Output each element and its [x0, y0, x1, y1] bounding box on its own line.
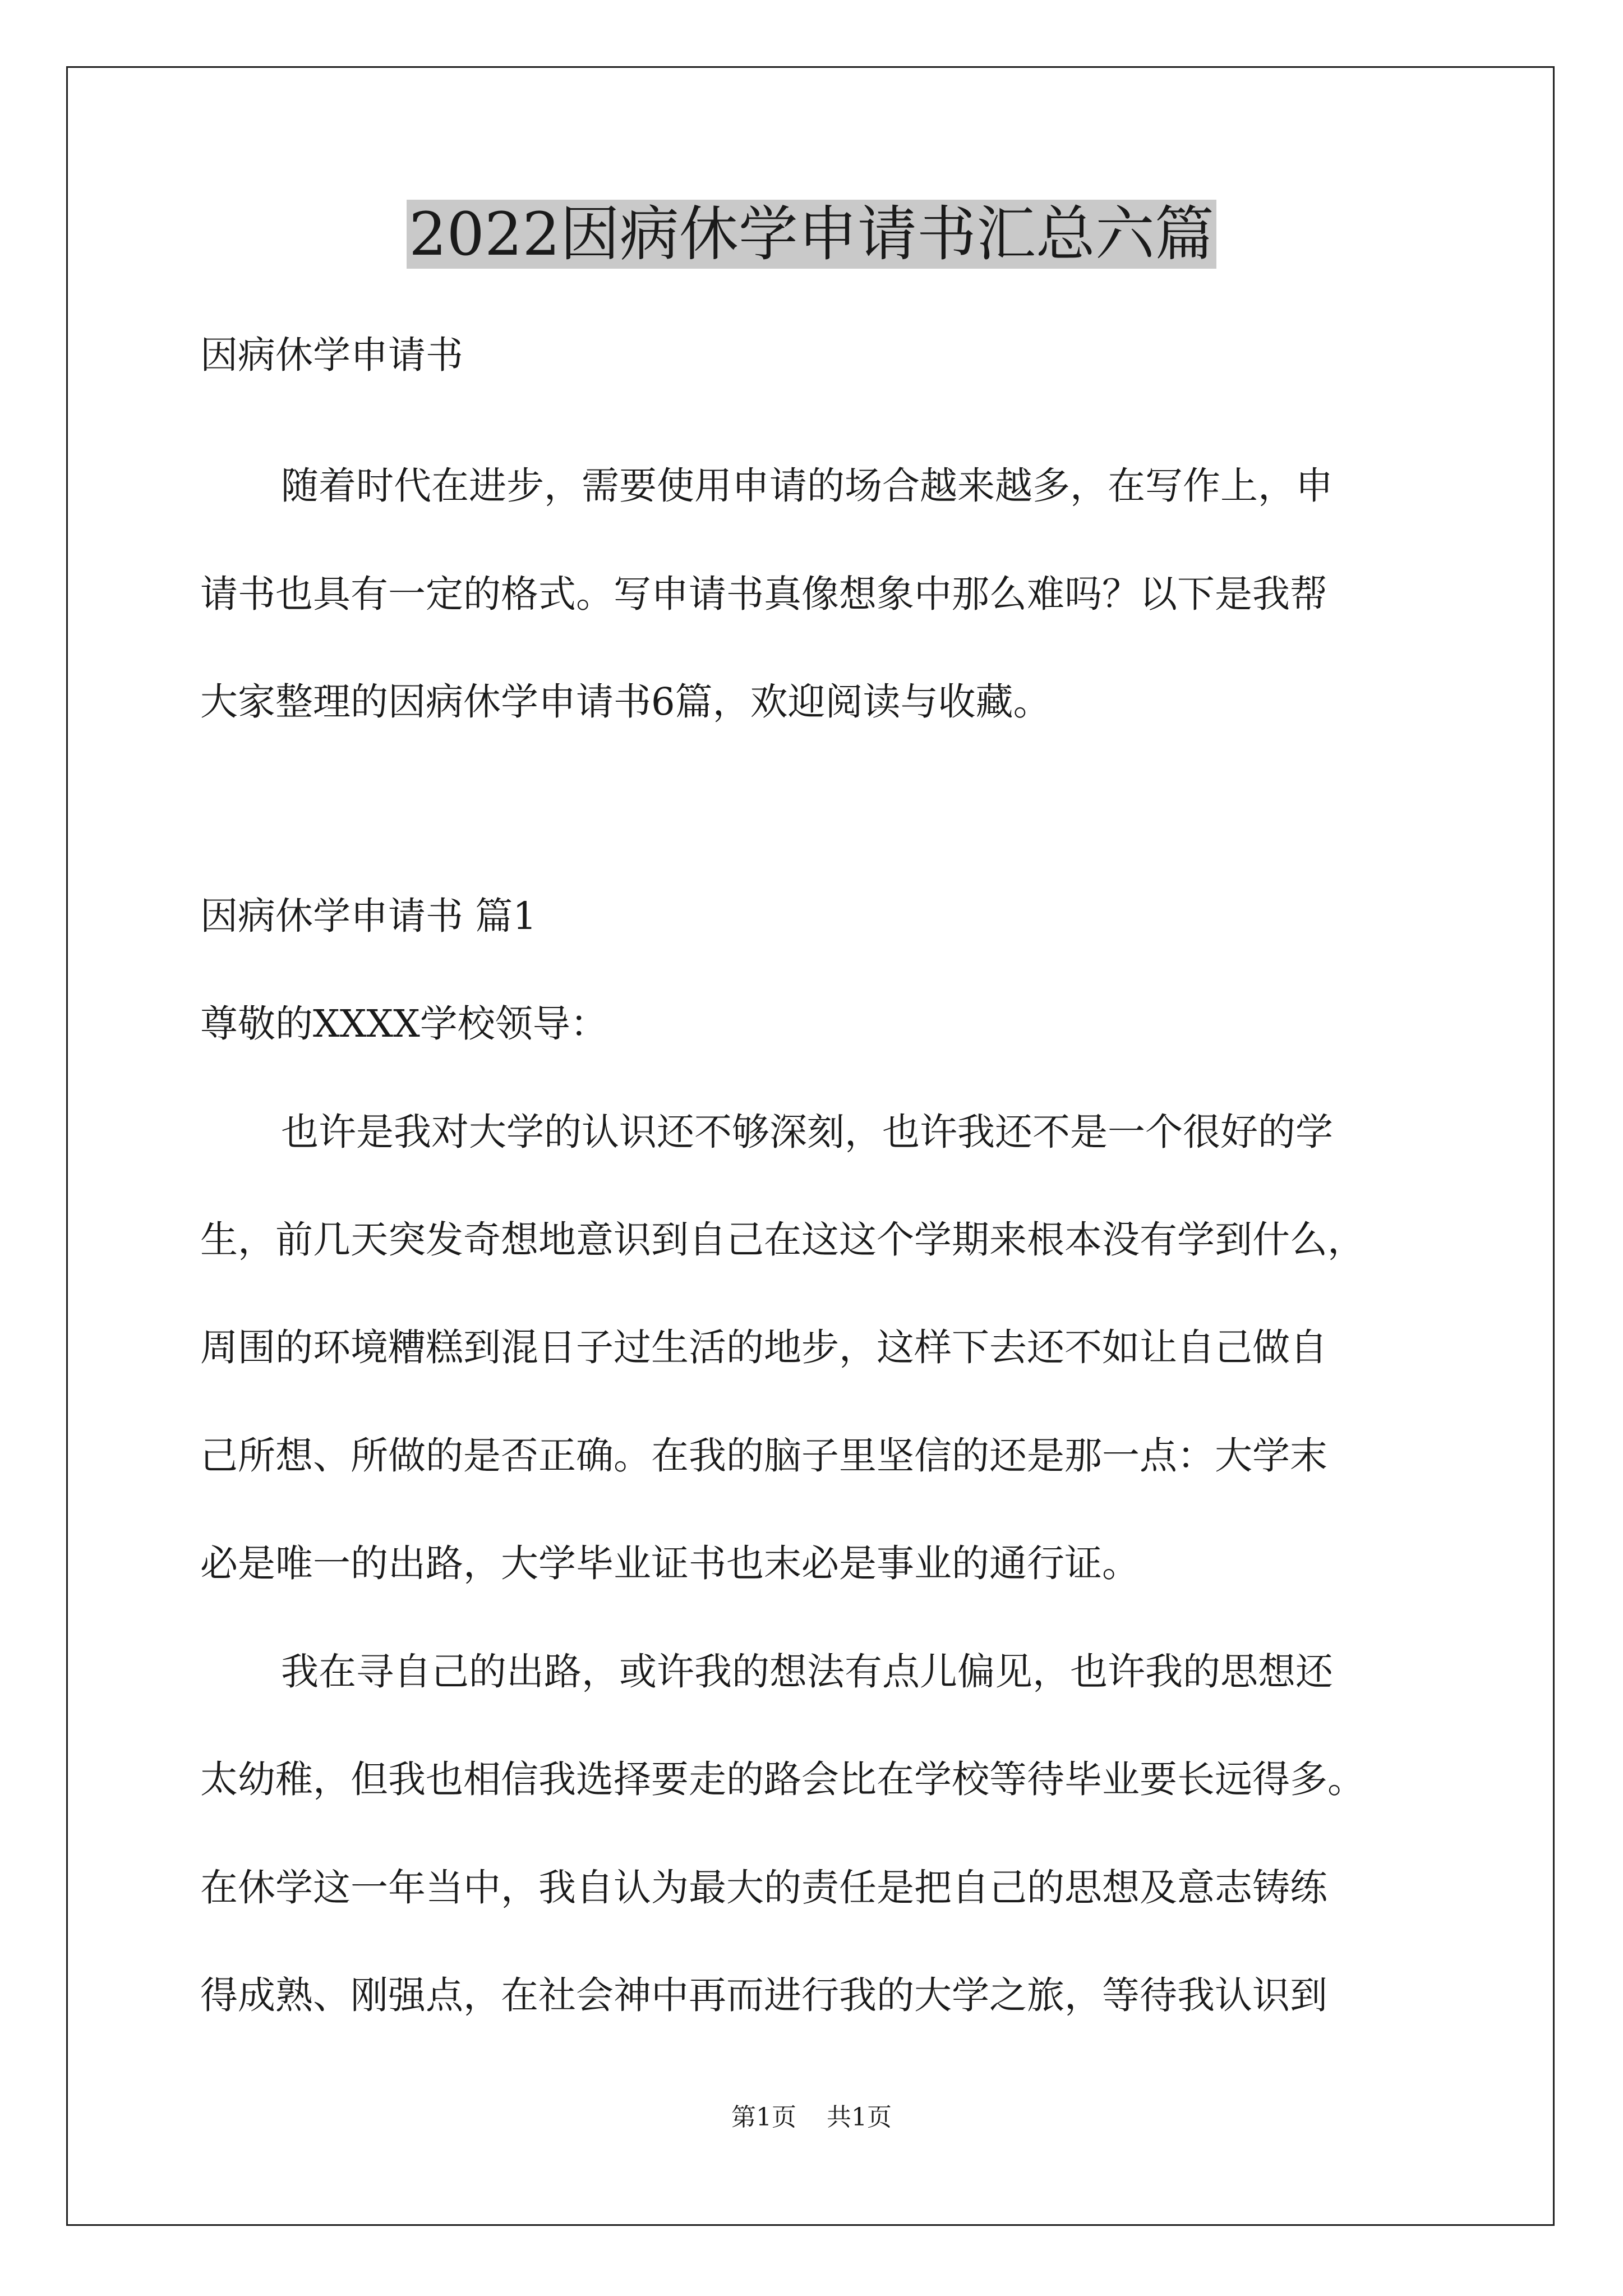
salutation: 尊敬的XXXX学校领导： [200, 1002, 608, 1046]
paragraph-line: 生，前几天突发奇想地意识到自己在这这个学期来根本没有学到什么， [200, 1218, 1365, 1262]
paragraph-line: 太幼稚，但我也相信我选择要走的路会比在学校等待毕业要长远得多。 [200, 1757, 1365, 1801]
paragraph-line: 也许是我对大学的认识还不够深刻，也许我还不是一个很好的学 [281, 1110, 1333, 1154]
section-heading: 因病休学申请书 篇1 [200, 894, 537, 938]
page-number: 第1页 [731, 2103, 796, 2132]
paragraph-line: 得成熟、刚强点，在社会神中再而进行我的大学之旅，等待我认识到 [200, 1973, 1327, 2017]
paragraph-line: 周围的环境糟糕到混日子过生活的地步，这样下去还不如让自己做自 [200, 1326, 1327, 1369]
document-title-text: 2022因病休学申请书汇总六篇 [407, 200, 1216, 269]
paragraph-line: 大家整理的因病休学申请书6篇，欢迎阅读与收藏。 [200, 680, 1051, 724]
document-title [200, 195, 1423, 274]
section-heading: 因病休学申请书 [200, 333, 463, 377]
paragraph-line: 请书也具有一定的格式。写申请书真像想象中那么难吗？以下是我帮 [200, 572, 1327, 616]
paragraph-line: 随着时代在进步，需要使用申请的场合越来越多，在写作上，申 [281, 464, 1333, 508]
paragraph-line: 我在寻自己的出路，或许我的想法有点儿偏见，也许我的思想还 [281, 1650, 1333, 1694]
paragraph-line: 己所想、所做的是否正确。在我的脑子里坚信的还是那一点：大学末 [200, 1434, 1327, 1478]
page-total: 共1页 [827, 2103, 892, 2132]
paragraph-line: 在休学这一年当中，我自认为最大的责任是把自己的思想及意志铸练 [200, 1866, 1327, 1910]
paragraph-line: 必是唯一的出路，大学毕业证书也末必是事业的通行证。 [200, 1542, 1140, 1585]
page-footer [0, 2101, 1623, 2134]
